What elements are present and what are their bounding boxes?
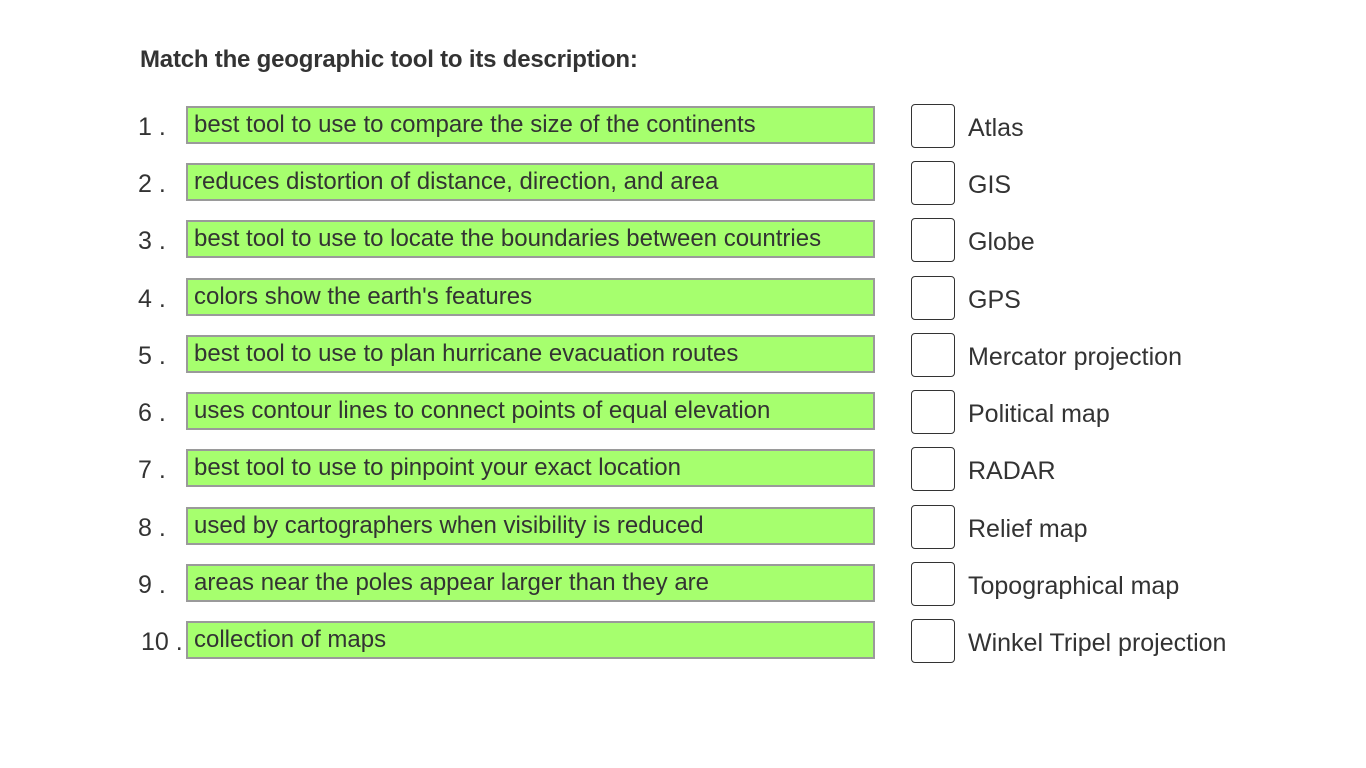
item-number: 2 . <box>138 170 166 198</box>
description-tile[interactable]: best tool to use to compare the size of the continents <box>186 106 875 144</box>
answer-drop-box[interactable] <box>911 619 955 663</box>
answer-drop-box[interactable] <box>911 161 955 205</box>
item-number: 6 . <box>138 399 166 427</box>
item-number: 4 . <box>138 285 166 313</box>
term-label: Political map <box>968 400 1110 428</box>
match-row <box>0 220 1366 264</box>
match-row <box>0 621 1366 665</box>
description-tile[interactable]: uses contour lines to connect points of equal elevation <box>186 392 875 430</box>
description-tile[interactable]: colors show the earth's features <box>186 278 875 316</box>
answer-drop-box[interactable] <box>911 276 955 320</box>
item-number: 9 . <box>138 571 166 599</box>
description-tile[interactable]: reduces distortion of distance, direction, and area <box>186 163 875 201</box>
item-number: 3 . <box>138 227 166 255</box>
answer-drop-box[interactable] <box>911 333 955 377</box>
item-number: 1 . <box>138 113 166 141</box>
description-tile[interactable]: best tool to use to locate the boundaries between countries <box>186 220 875 258</box>
term-label: Relief map <box>968 515 1088 543</box>
answer-drop-box[interactable] <box>911 390 955 434</box>
item-number: 10 . <box>141 628 183 656</box>
match-row <box>0 564 1366 608</box>
description-tile[interactable]: best tool to use to plan hurricane evacuation routes <box>186 335 875 373</box>
term-label: Topographical map <box>968 572 1180 600</box>
answer-drop-box[interactable] <box>911 447 955 491</box>
item-number: 8 . <box>138 514 166 542</box>
term-label: Globe <box>968 228 1035 256</box>
term-label: RADAR <box>968 457 1056 485</box>
term-label: Atlas <box>968 114 1024 142</box>
description-tile[interactable]: used by cartographers when visibility is reduced <box>186 507 875 545</box>
answer-drop-box[interactable] <box>911 505 955 549</box>
match-row <box>0 163 1366 207</box>
answer-drop-box[interactable] <box>911 218 955 262</box>
match-row <box>0 335 1366 379</box>
term-label: Mercator projection <box>968 343 1182 371</box>
match-row <box>0 392 1366 436</box>
item-number: 5 . <box>138 342 166 370</box>
answer-drop-box[interactable] <box>911 562 955 606</box>
description-tile[interactable]: best tool to use to pinpoint your exact location <box>186 449 875 487</box>
term-label: Winkel Tripel projection <box>968 629 1227 657</box>
term-label: GPS <box>968 286 1021 314</box>
description-tile[interactable]: areas near the poles appear larger than they are <box>186 564 875 602</box>
description-tile[interactable]: collection of maps <box>186 621 875 659</box>
item-number: 7 . <box>138 456 166 484</box>
match-row <box>0 278 1366 322</box>
match-row <box>0 449 1366 493</box>
answer-drop-box[interactable] <box>911 104 955 148</box>
question-title: Match the geographic tool to its description: <box>140 46 638 73</box>
match-row <box>0 106 1366 150</box>
match-row <box>0 507 1366 551</box>
term-label: GIS <box>968 171 1012 199</box>
